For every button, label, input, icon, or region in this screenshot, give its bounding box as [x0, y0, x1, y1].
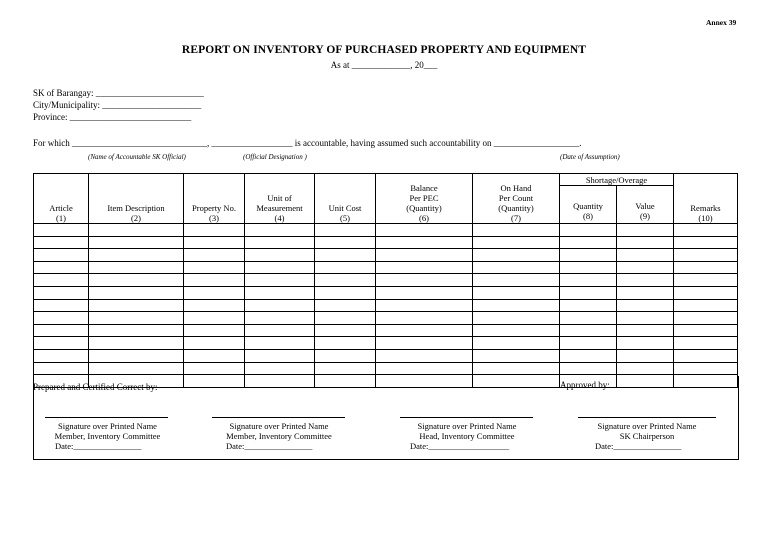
table-cell[interactable]	[89, 324, 184, 337]
table-cell[interactable]	[34, 286, 89, 299]
signatory-member-2	[210, 421, 348, 451]
signatory-4-caption: Signature over Printed Name	[597, 421, 697, 431]
table-cell[interactable]	[473, 362, 560, 375]
table-cell[interactable]	[473, 249, 560, 262]
table-cell[interactable]	[34, 337, 89, 350]
table-cell[interactable]	[89, 349, 184, 362]
table-cell[interactable]	[376, 286, 473, 299]
table-cell[interactable]	[376, 349, 473, 362]
table-cell[interactable]	[560, 274, 617, 287]
table-cell[interactable]	[674, 274, 738, 287]
table-cell[interactable]	[560, 249, 617, 262]
table-cell[interactable]	[560, 362, 617, 375]
col-header-article: Article (1)	[34, 174, 89, 224]
table-row	[34, 349, 738, 362]
table-cell[interactable]	[617, 349, 674, 362]
table-cell[interactable]	[34, 324, 89, 337]
table-cell[interactable]	[89, 224, 184, 237]
signatory-4-date: Date:________________	[595, 441, 682, 451]
table-cell[interactable]	[184, 362, 245, 375]
table-cell[interactable]	[674, 299, 738, 312]
table-cell[interactable]	[473, 349, 560, 362]
table-cell[interactable]	[376, 299, 473, 312]
table-cell[interactable]	[617, 324, 674, 337]
table-row	[34, 286, 738, 299]
table-cell[interactable]	[245, 261, 315, 274]
table-cell[interactable]	[674, 286, 738, 299]
table-cell[interactable]	[245, 349, 315, 362]
prepared-by-label: Prepared and Certified Correct by:	[33, 382, 158, 392]
col-header-value: Value (9)	[617, 186, 674, 224]
table-cell[interactable]	[376, 337, 473, 350]
table-cell[interactable]	[674, 324, 738, 337]
table-cell[interactable]	[376, 224, 473, 237]
signature-line-1	[45, 417, 168, 418]
signatory-4-role: SK Chairperson	[619, 431, 675, 441]
table-cell[interactable]	[184, 249, 245, 262]
table-cell[interactable]	[315, 274, 376, 287]
city-municipality-field: City/Municipality: ______________________	[33, 100, 202, 110]
table-cell[interactable]	[473, 286, 560, 299]
table-cell[interactable]	[617, 274, 674, 287]
signatory-head	[398, 421, 536, 451]
table-cell[interactable]	[315, 349, 376, 362]
table-cell[interactable]	[674, 261, 738, 274]
approved-by-label: Approved by:	[560, 380, 610, 390]
col-header-balance-per-pec: Balance Per PEC (Quantity) (6)	[376, 174, 473, 224]
table-cell[interactable]	[473, 274, 560, 287]
table-cell[interactable]	[473, 337, 560, 350]
table-cell[interactable]	[376, 236, 473, 249]
table-cell[interactable]	[315, 286, 376, 299]
table-cell[interactable]	[245, 236, 315, 249]
table-cell[interactable]	[245, 324, 315, 337]
table-cell[interactable]	[89, 362, 184, 375]
col-header-quantity: Quantity (8)	[560, 186, 617, 224]
table-cell[interactable]	[89, 274, 184, 287]
table-cell[interactable]	[473, 261, 560, 274]
col-header-on-hand-per-count: On Hand Per Count (Quantity) (7)	[473, 174, 560, 224]
table-cell[interactable]	[560, 224, 617, 237]
signature-line-3	[400, 417, 533, 418]
table-row	[34, 274, 738, 287]
signatory-2-date: Date:________________	[226, 441, 313, 451]
table-cell[interactable]	[617, 249, 674, 262]
table-cell[interactable]	[245, 337, 315, 350]
table-cell[interactable]	[245, 224, 315, 237]
annex-label: Annex 39	[706, 18, 737, 27]
table-cell[interactable]	[376, 274, 473, 287]
table-row	[34, 224, 738, 237]
table-cell[interactable]	[376, 261, 473, 274]
table-cell[interactable]	[34, 312, 89, 325]
table-cell[interactable]	[560, 337, 617, 350]
col-group-shortage-overage: Shortage/Overage	[560, 174, 674, 186]
table-cell[interactable]	[617, 224, 674, 237]
table-cell[interactable]	[34, 261, 89, 274]
table-cell[interactable]	[89, 236, 184, 249]
table-cell[interactable]	[376, 249, 473, 262]
table-cell[interactable]	[89, 261, 184, 274]
table-cell[interactable]	[89, 249, 184, 262]
table-cell[interactable]	[674, 362, 738, 375]
table-cell[interactable]	[34, 299, 89, 312]
table-cell[interactable]	[617, 337, 674, 350]
signatory-1-date: Date:________________	[55, 441, 142, 451]
table-cell[interactable]	[34, 362, 89, 375]
table-cell[interactable]	[617, 286, 674, 299]
table-cell[interactable]	[184, 324, 245, 337]
table-cell[interactable]	[674, 236, 738, 249]
table-row	[34, 236, 738, 249]
table-cell[interactable]	[89, 299, 184, 312]
signature-line-2	[212, 417, 345, 418]
table-cell[interactable]	[315, 236, 376, 249]
signatory-3-role: Head, Inventory Committee	[419, 431, 515, 441]
table-cell[interactable]	[184, 261, 245, 274]
col-header-unit-cost: Unit Cost (5)	[315, 174, 376, 224]
table-cell[interactable]	[674, 312, 738, 325]
table-cell[interactable]	[184, 349, 245, 362]
table-cell[interactable]	[560, 261, 617, 274]
signatory-member-1	[40, 421, 175, 451]
table-cell[interactable]	[617, 236, 674, 249]
table-cell[interactable]	[473, 324, 560, 337]
table-cell[interactable]	[315, 324, 376, 337]
table-row	[34, 337, 738, 350]
table-cell[interactable]	[473, 299, 560, 312]
province-field: Province: ___________________________	[33, 112, 192, 122]
table-row	[34, 312, 738, 325]
table-cell[interactable]	[674, 349, 738, 362]
table-cell[interactable]	[184, 337, 245, 350]
table-cell[interactable]	[617, 299, 674, 312]
table-cell[interactable]	[34, 249, 89, 262]
table-cell[interactable]	[315, 362, 376, 375]
table-cell[interactable]	[245, 274, 315, 287]
table-cell[interactable]	[674, 249, 738, 262]
table-cell[interactable]	[560, 324, 617, 337]
col-header-remarks: Remarks (10)	[674, 174, 738, 224]
table-cell[interactable]	[560, 299, 617, 312]
signatory-3-date: Date:___________________	[410, 441, 510, 451]
accountability-statement: For which ______________________________, __________________ is accountable, having assumed such accountability on ___________________.	[33, 138, 582, 148]
hint-official-designation: (Official Designation )	[243, 153, 307, 161]
table-cell[interactable]	[315, 249, 376, 262]
hint-accountable-name: (Name of Accountable SK Official)	[88, 153, 186, 161]
signatory-3-caption: Signature over Printed Name	[417, 421, 517, 431]
signatory-1-role: Member, Inventory Committee	[54, 431, 161, 441]
signatory-2-role: Member, Inventory Committee	[226, 431, 332, 441]
table-row	[34, 261, 738, 274]
table-cell[interactable]	[315, 261, 376, 274]
table-cell[interactable]	[315, 299, 376, 312]
table-cell[interactable]	[34, 236, 89, 249]
table-cell[interactable]	[376, 362, 473, 375]
signatory-chairperson	[577, 421, 717, 451]
signatory-2-caption: Signature over Printed Name	[229, 421, 329, 431]
table-cell[interactable]	[315, 312, 376, 325]
table-cell[interactable]	[315, 224, 376, 237]
table-cell[interactable]	[184, 286, 245, 299]
table-cell[interactable]	[245, 362, 315, 375]
table-cell[interactable]	[89, 312, 184, 325]
sk-barangay-field: SK of Barangay: ________________________	[33, 88, 204, 98]
table-cell[interactable]	[315, 337, 376, 350]
inventory-table	[33, 173, 738, 388]
table-cell[interactable]	[376, 312, 473, 325]
table-cell[interactable]	[245, 312, 315, 325]
table-cell[interactable]	[560, 236, 617, 249]
table-cell[interactable]	[89, 337, 184, 350]
table-cell[interactable]	[560, 286, 617, 299]
table-cell[interactable]	[617, 362, 674, 375]
table-row	[34, 299, 738, 312]
table-cell[interactable]	[473, 224, 560, 237]
table-cell[interactable]	[245, 249, 315, 262]
table-cell[interactable]	[473, 312, 560, 325]
table-cell[interactable]	[560, 349, 617, 362]
table-cell[interactable]	[89, 286, 184, 299]
table-cell[interactable]	[184, 224, 245, 237]
table-cell[interactable]	[473, 236, 560, 249]
col-header-unit-of-measurement: Unit of Measurement (4)	[245, 174, 315, 224]
table-row	[34, 249, 738, 262]
report-title: REPORT ON INVENTORY OF PURCHASED PROPERTY AND EQUIPMENT	[181, 44, 587, 56]
table-row	[34, 324, 738, 337]
table-cell[interactable]	[184, 312, 245, 325]
as-at-line: As at _____________, 20___	[330, 60, 438, 70]
hint-date-of-assumption: (Date of Assumption)	[560, 153, 620, 161]
table-cell[interactable]	[674, 224, 738, 237]
table-cell[interactable]	[34, 274, 89, 287]
table-cell[interactable]	[34, 224, 89, 237]
table-cell[interactable]	[617, 312, 674, 325]
table-cell[interactable]	[376, 324, 473, 337]
table-cell[interactable]	[184, 299, 245, 312]
col-header-item-description: Item Description (2)	[89, 174, 184, 224]
col-header-property-no: Property No. (3)	[184, 174, 245, 224]
table-cell[interactable]	[184, 236, 245, 249]
table-cell[interactable]	[34, 349, 89, 362]
table-cell[interactable]	[560, 312, 617, 325]
table-cell[interactable]	[674, 337, 738, 350]
table-cell[interactable]	[245, 286, 315, 299]
table-cell[interactable]	[617, 261, 674, 274]
table-row	[34, 362, 738, 375]
table-cell[interactable]	[245, 299, 315, 312]
table-cell[interactable]	[184, 274, 245, 287]
signature-line-4	[578, 417, 716, 418]
signatory-1-caption: Signature over Printed Name	[58, 421, 157, 431]
